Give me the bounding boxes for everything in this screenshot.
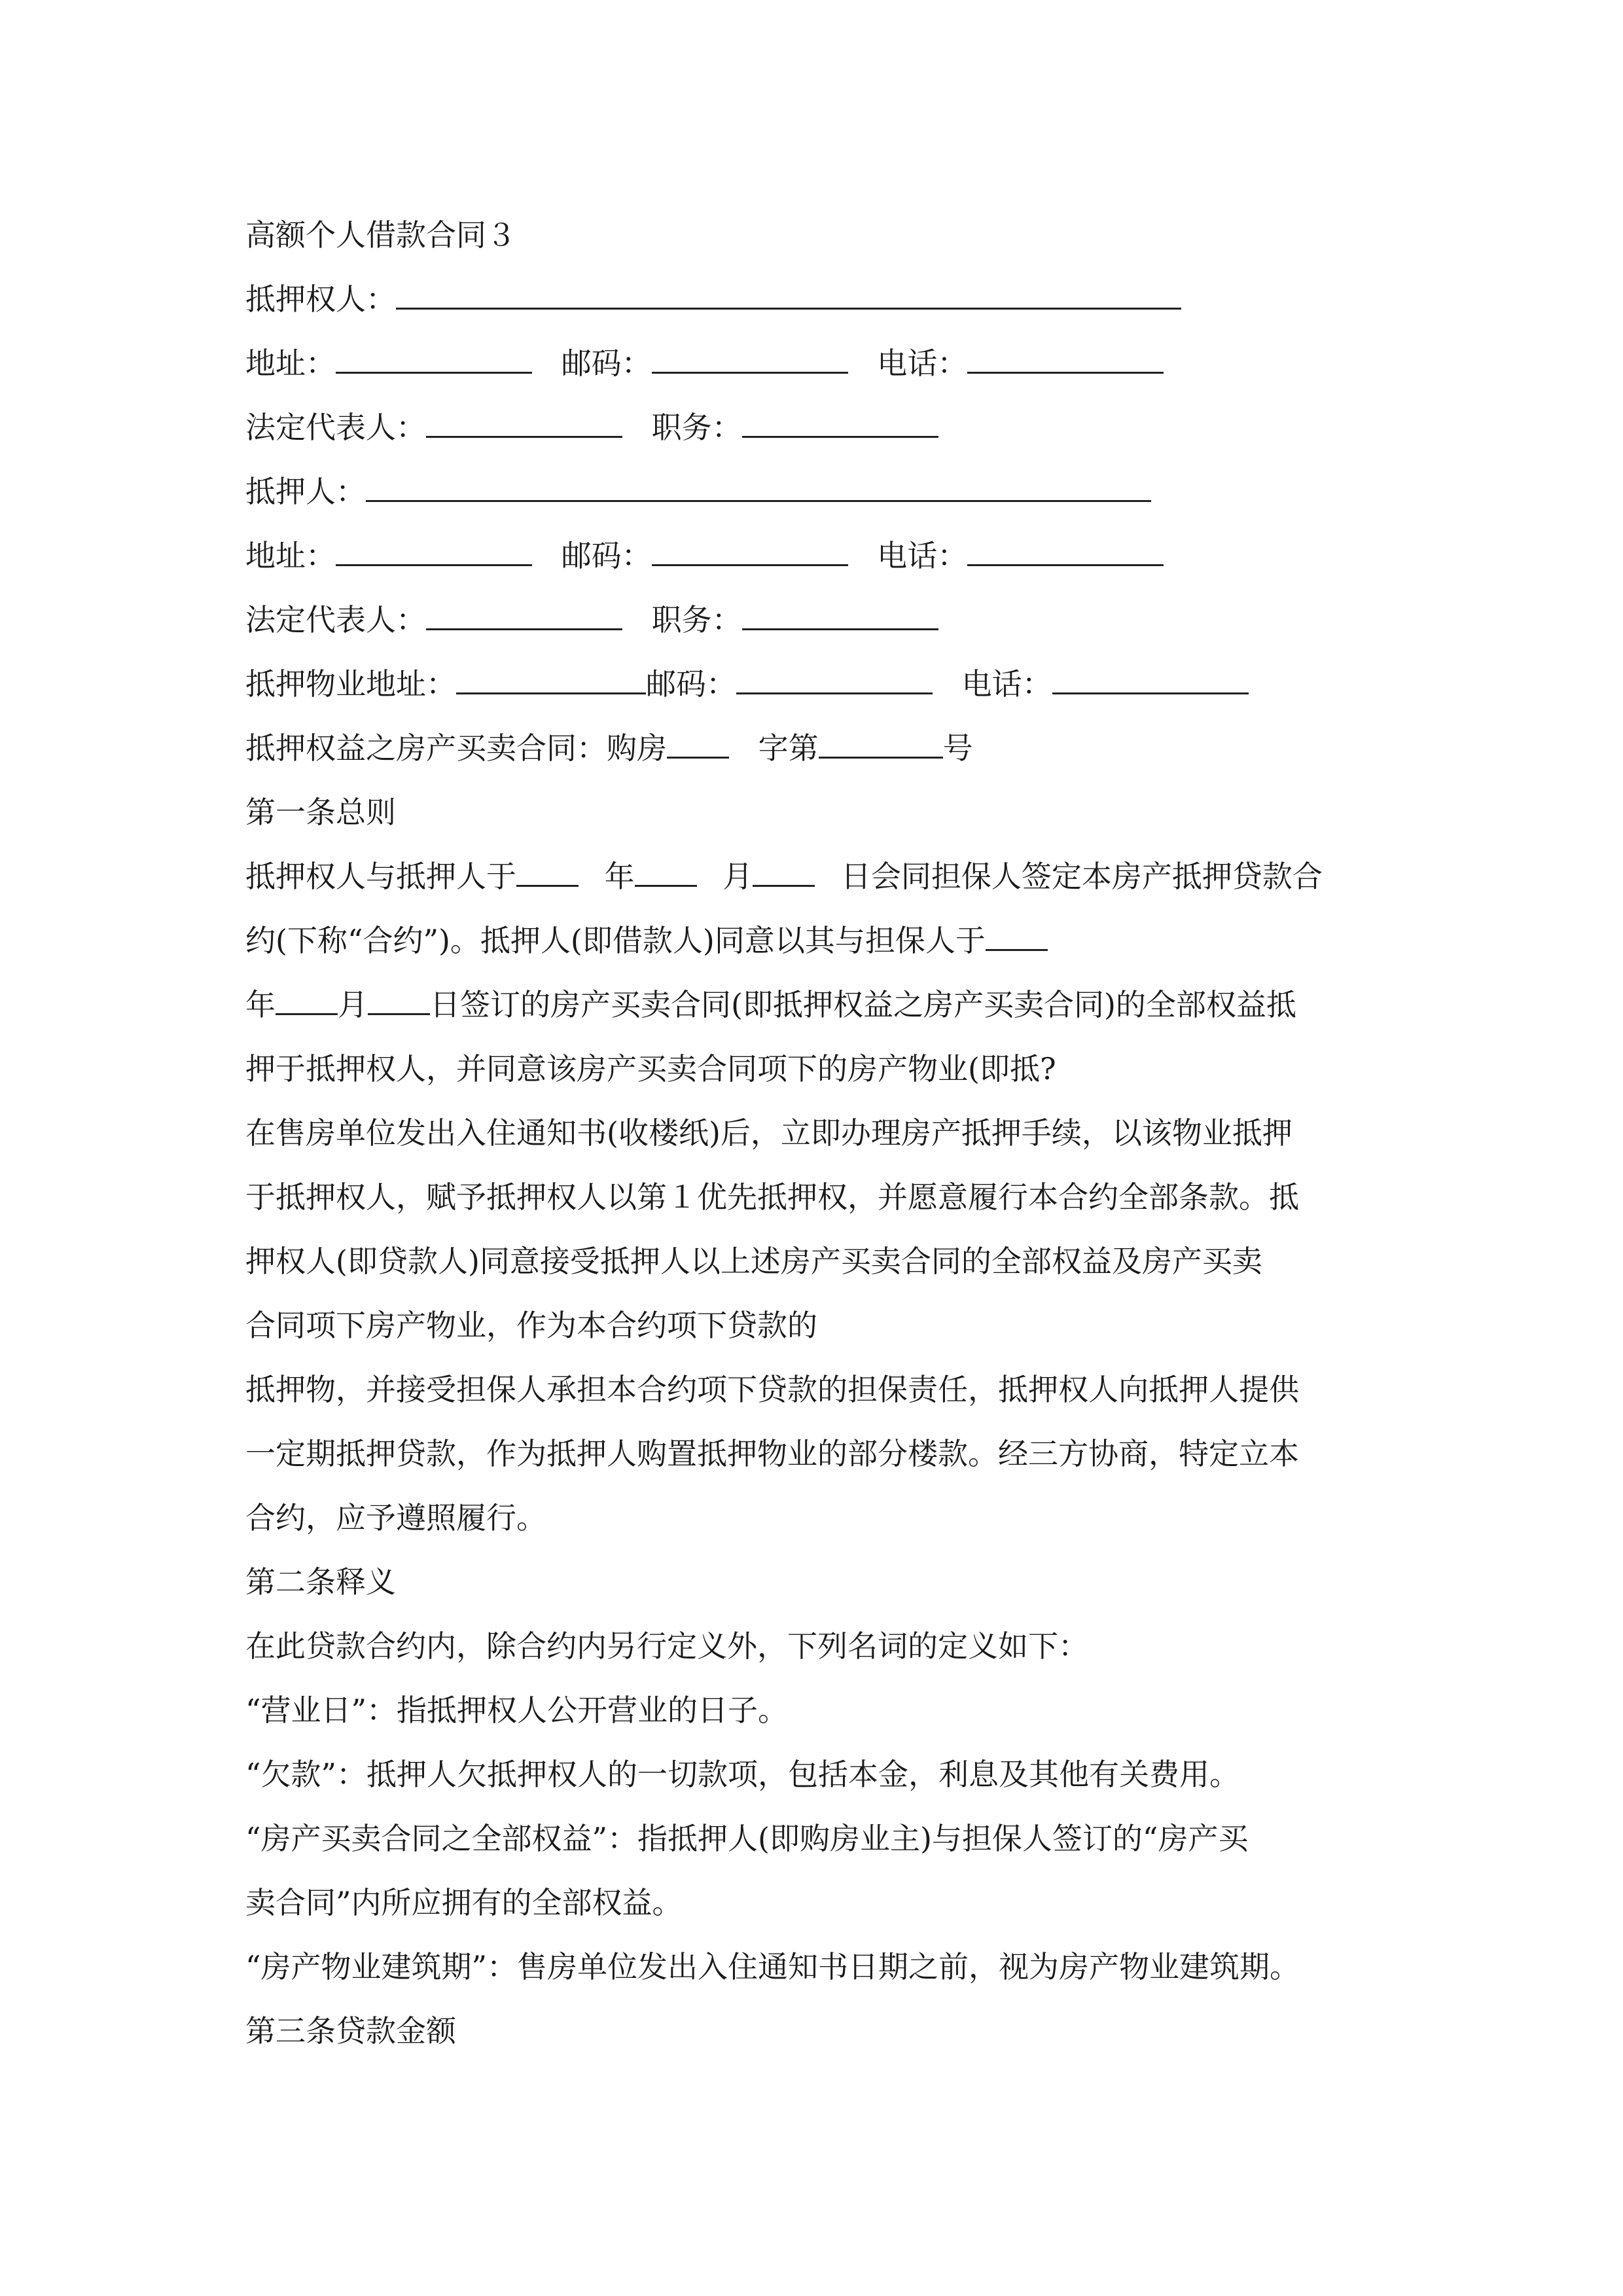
legal-rep-blank[interactable] — [426, 588, 622, 630]
legal-rep-blank[interactable] — [426, 395, 622, 438]
text: 合约，应予遵照履行。 — [245, 1500, 546, 1535]
year-blank[interactable] — [516, 844, 579, 887]
paragraph-line — [245, 908, 1384, 973]
property-line — [245, 652, 1384, 716]
paragraph-line — [245, 973, 1384, 1037]
text: 抵押物，并接受担保人承担本合约项下贷款的担保责任，抵押权人向抵押人提供 — [245, 1372, 1299, 1407]
contract-sub-number-blank[interactable] — [819, 716, 943, 759]
date-blank[interactable] — [986, 908, 1048, 951]
month-blank[interactable] — [635, 844, 697, 887]
phone-label: 电话： — [877, 346, 968, 381]
text: 押于抵押权人，并同意该房产买卖合同项下的房产物业(即抵? — [245, 1051, 1056, 1086]
article-2-title: 第二条释义 — [245, 1564, 396, 1600]
title-text: 高额个人借款合同３ — [245, 217, 516, 253]
paragraph-line — [245, 1486, 1384, 1550]
day-blank[interactable] — [368, 973, 430, 1015]
mortgagee-blank[interactable] — [396, 267, 1181, 310]
text: 月 — [722, 859, 753, 894]
paragraph-line — [245, 1293, 1384, 1357]
contract-suffix: 号 — [942, 730, 973, 766]
text: 押权人(即贷款人)同意接受抵押人以上述房产买卖合同的全部权益及房产买卖 — [245, 1244, 1262, 1279]
text: 日签订的房产买卖合同(即抵押权益之房产买卖合同)的全部权益抵 — [430, 987, 1296, 1022]
address-blank[interactable] — [336, 331, 532, 374]
definition-line — [245, 1871, 1384, 1935]
text: 在售房单位发出入住通知书(收楼纸)后，立即办理房产抵押手续，以该物业抵押 — [245, 1115, 1293, 1151]
contract-prefix: 抵押权益之房产买卖合同：购房 — [245, 730, 667, 766]
paragraph-line — [245, 1037, 1384, 1101]
mortgagor-rep-line — [245, 588, 1384, 652]
phone-blank[interactable] — [967, 331, 1164, 374]
contract-number-blank[interactable] — [667, 716, 729, 759]
postcode-label: 邮码： — [561, 346, 652, 381]
address-label: 地址： — [245, 346, 336, 381]
address-blank[interactable] — [336, 524, 532, 566]
text: “营业日”：指抵押权人公开营业的日子。 — [245, 1693, 789, 1728]
text: 合同项下房产物业，作为本合约项下贷款的 — [245, 1308, 817, 1343]
paragraph-line — [245, 1614, 1384, 1678]
definition-line — [245, 1678, 1384, 1742]
contract-page — [245, 203, 1384, 2063]
legal-rep-label: 法定代表人： — [245, 602, 426, 637]
position-blank[interactable] — [742, 395, 938, 438]
position-label: 职务： — [651, 602, 742, 637]
postcode-label: 邮码： — [561, 538, 652, 573]
mortgagor-line — [245, 459, 1384, 524]
text: 卖合同”内所应拥有的全部权益。 — [245, 1885, 683, 1920]
article-3-heading — [245, 1999, 1384, 2063]
position-label: 职务： — [651, 410, 742, 445]
mortgagee-rep-line — [245, 395, 1384, 459]
mortgagee-contact-line — [245, 331, 1384, 395]
contract-mid: 字第 — [758, 730, 819, 766]
mortgagor-contact-line — [245, 524, 1384, 588]
phone-blank[interactable] — [967, 524, 1164, 566]
definition-line — [245, 1935, 1384, 1999]
paragraph-line — [245, 1422, 1384, 1486]
text: 抵押权人与抵押人于 — [245, 859, 516, 894]
text: 年 — [245, 987, 276, 1022]
text: “房产买卖合同之全部权益”：指抵押人(即购房业主)与担保人签订的“房产买 — [245, 1821, 1249, 1856]
article-2-heading — [245, 1550, 1384, 1614]
definition-line — [245, 1742, 1384, 1806]
paragraph-line — [245, 1101, 1384, 1165]
property-address-label: 抵押物业地址： — [245, 666, 456, 702]
legal-rep-label: 法定代表人： — [245, 410, 426, 445]
text: 一定期抵押贷款，作为抵押人购置抵押物业的部分楼款。经三方协商，特定立本 — [245, 1436, 1299, 1471]
paragraph-line — [245, 1229, 1384, 1293]
phone-label: 电话： — [961, 666, 1052, 702]
text: 日会同担保人签定本房产抵押贷款合 — [840, 859, 1323, 894]
postcode-blank[interactable] — [652, 331, 848, 374]
text: 于抵押权人，赋予抵押权人以第１优先抵押权，并愿意履行本合约全部条款。抵 — [245, 1179, 1299, 1215]
position-blank[interactable] — [742, 588, 938, 630]
contract-ref-line — [245, 716, 1384, 780]
phone-blank[interactable] — [1052, 652, 1249, 694]
mortgagee-line — [245, 267, 1384, 331]
text: 在此贷款合约内，除合约内另行定义外，下列名词的定义如下： — [245, 1628, 1088, 1664]
day-blank[interactable] — [753, 844, 815, 887]
address-label: 地址： — [245, 538, 336, 573]
mortgagor-blank[interactable] — [366, 459, 1151, 502]
property-postcode-label: 邮码： — [646, 666, 736, 702]
property-postcode-blank[interactable] — [736, 652, 933, 694]
mortgagee-label: 抵押权人： — [245, 281, 396, 317]
document-title — [245, 203, 1384, 267]
article-1-heading — [245, 780, 1384, 844]
text: 年 — [604, 859, 635, 894]
phone-label: 电话： — [877, 538, 968, 573]
definition-line — [245, 1806, 1384, 1871]
property-address-blank[interactable] — [456, 652, 646, 694]
text: 月 — [338, 987, 368, 1022]
postcode-blank[interactable] — [652, 524, 848, 566]
mortgagor-label: 抵押人： — [245, 474, 366, 509]
article-1-title: 第一条总则 — [245, 795, 396, 830]
article-3-title: 第三条贷款金额 — [245, 2013, 456, 2049]
paragraph-line — [245, 1357, 1384, 1422]
text: 约(下称“合约”)。抵押人(即借款人)同意以其与担保人于 — [245, 923, 986, 958]
paragraph-line — [245, 844, 1384, 908]
text: “欠款”：抵押人欠抵押权人的一切款项，包括本金，利息及其他有关费用。 — [245, 1757, 1240, 1792]
month-blank[interactable] — [276, 973, 338, 1015]
paragraph-line — [245, 1165, 1384, 1229]
text: “房产物业建筑期”：售房单位发出入住通知书日期之前，视为房产物业建筑期。 — [245, 1949, 1300, 1984]
